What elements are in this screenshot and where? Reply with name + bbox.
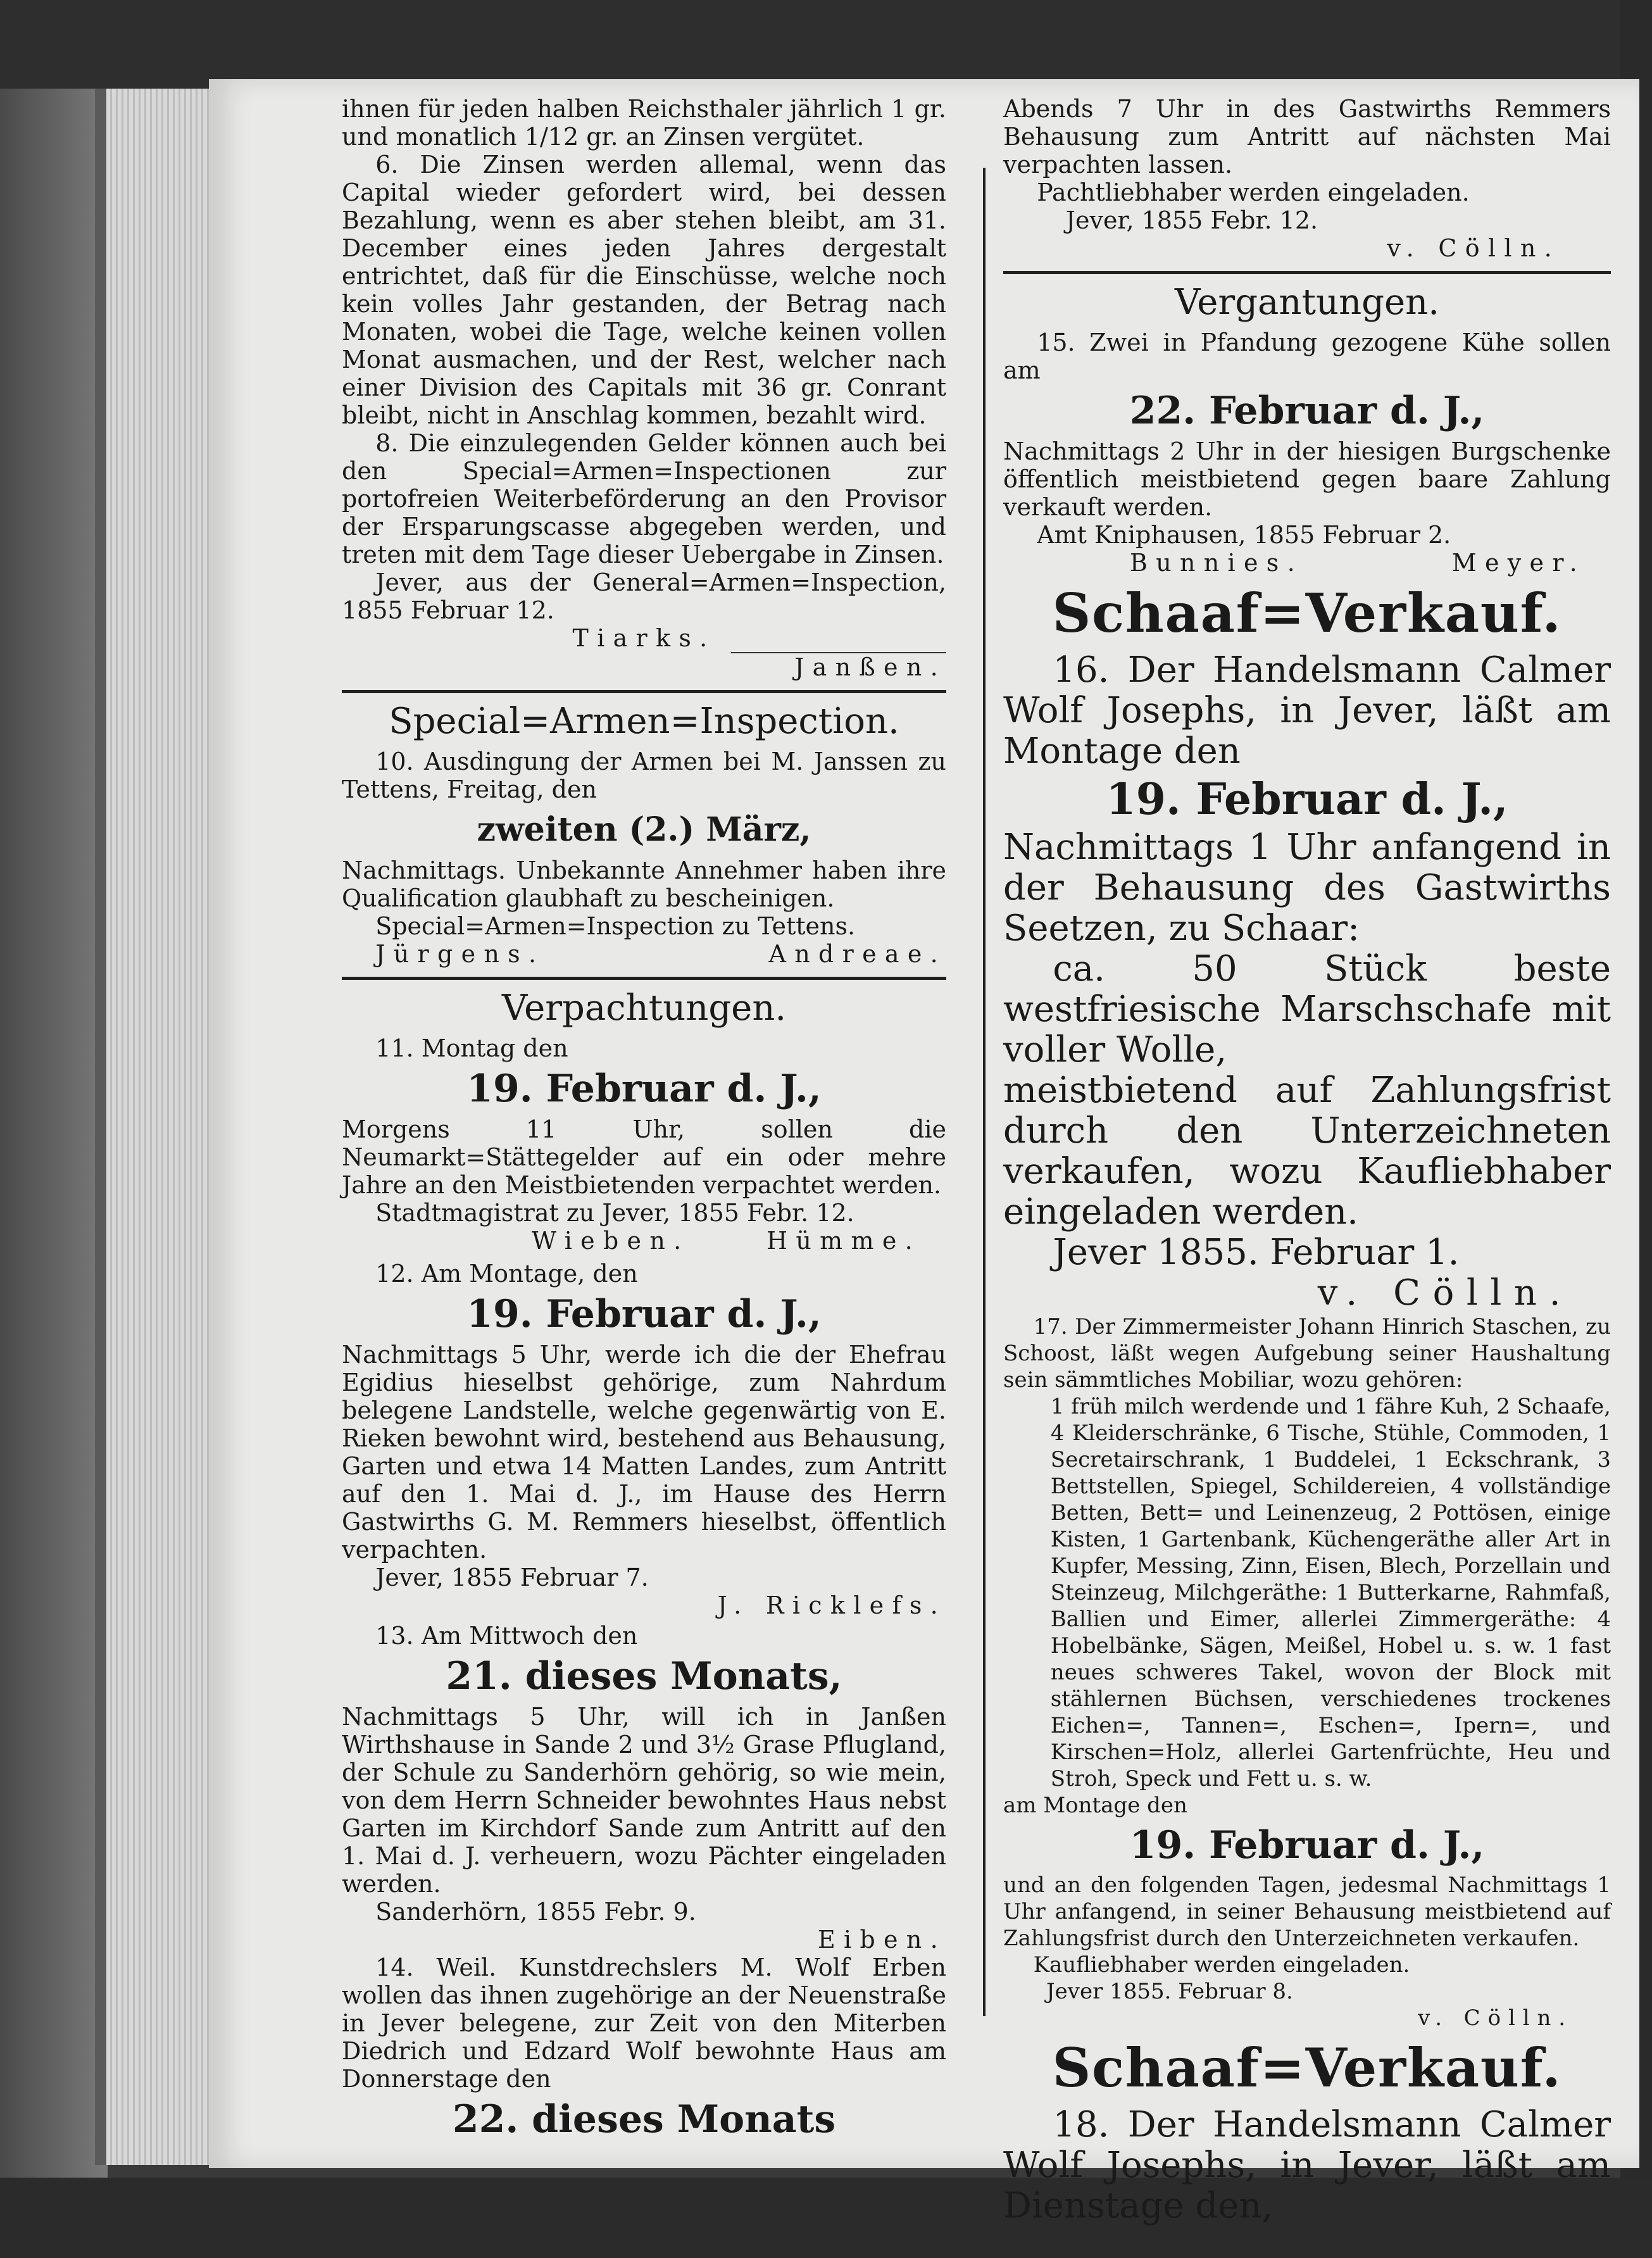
- intro-paragraph-2: 6. Die Zinsen werden allemal, wenn das Capital wieder gefordert wird, bei dessen Bezahlung, wenn es aber stehen bleibt, am 31. December eines jeden Jahres dergestalt entrichtet, daß für die Einschüsse, welche noch kein volles Jahr gestanden, der Betrag nach Monaten, wobei die Tage, welche keinen vollen Monat ausmachen, und der Rest, welcher nach einer Division des Capitals mit 36 gr. Conrant bleibt, nicht in Anschlag kommen, bezahlt wird.: [342, 151, 946, 429]
- s16-body-2: meistbietend auf Zahlungsfrist durch den Unterzeichneten verkaufen, wozu Kaufliebhaber eingeladen werden.: [1003, 1070, 1611, 1232]
- top-signature: v. Cölln.: [1387, 234, 1560, 262]
- s17-list: 1 früh milch werdende und 1 fähre Kuh, 2 Schaafe, 4 Kleiderschränke, 6 Tische, Stühle, Commoden, 1 Secretairschrank, 1 Buddelei, 1 Eckschrank, 3 Bettstellen, Spiegel, Schildereien, 4 vollständige Betten, Bett= und Leinenzeug, 2 Pottösen, einige Kisten, 1 Gartenbank, Küchengeräthe aller Art in Kupfer, Messing, Zinn, Eisen, Blech, Porzellain und Steinzeug, Milchgeräthe: 1 Butterkarne, Rahmfaß, Ballien und Eimer, allerlei Zimmergeräthe: 4 Hobelbänke, Sägen, Meißel, Hobel u. s. w. 1 fast neues schweres Takel, wovon der Block mit stählernen Büchsen, verschiedenes trockenes Eichen=, Tannen=, Eschen=, Ipern=, und Kirschen=Holz, allerlei Gartenfrüchte, Heu und Stroh, Speck und Fett u. s. w.: [1050, 1394, 1611, 1791]
- special-place: Special=Armen=Inspection zu Tettens.: [375, 912, 856, 940]
- section-rule: [1003, 271, 1611, 274]
- v12-date: 19. Februar d. J.,: [466, 1292, 822, 1336]
- v11-signature-2: Hümme.: [766, 1227, 921, 1255]
- special-signatures: [342, 940, 946, 968]
- s17-invite: Kaufliebhaber werden eingeladen.: [1033, 1952, 1410, 1978]
- s17-text: am Montage den: [1003, 1793, 1187, 1818]
- g15-place: Amt Kniphausen, 1855 Februar 2.: [1037, 521, 1451, 549]
- g15-signature-1: Bunnies.: [1130, 549, 1303, 577]
- s16-date: 19. Februar d. J.,: [1106, 774, 1508, 825]
- s18-text: 18. Der Handelsmann Calmer Wolf Josephs, in Jever, läßt am Dienstage den,: [1003, 2104, 1611, 2226]
- s16-signature: v. Cölln.: [1317, 1272, 1573, 1314]
- intro-signature-2: Janßen.: [794, 653, 946, 681]
- g15-text: 15. Zwei in Pfandung gezogene Kühe sollen am: [1003, 329, 1611, 384]
- verpachtungen-heading: Verpachtungen.: [501, 988, 787, 1029]
- g15-signatures: [1003, 549, 1611, 577]
- g15-date: 22. Februar d. J.,: [1129, 389, 1485, 433]
- special-date: zweiten (2.) März,: [477, 810, 811, 849]
- intro-place-date: Jever, aus der General=Armen=Inspection, 1855 Februar 12.: [342, 568, 946, 624]
- intro-signature-1: Tiarks.: [572, 624, 716, 652]
- special-signature-2: Andreae.: [768, 940, 946, 968]
- v11-signatures: [342, 1227, 946, 1255]
- left-column: [342, 95, 946, 2146]
- top-invite: Pachtliebhaber werden eingeladen.: [1037, 179, 1470, 206]
- special-text: 10. Ausdingung der Armen bei M. Janssen zu Tettens, Freitag, den: [342, 748, 946, 803]
- schaaf-verkauf-heading-2: Schaaf=Verkauf.: [1052, 2036, 1562, 2099]
- v14-body: 14. Weil. Kunstdrechslers M. Wolf Erben wollen das ihnen zugehörige an der Neuenstraße in Jever belegene, zur Zeit von den Miterben Diedrich und Edzard Wolf bewohnte Haus am Donnerstage den: [342, 1954, 946, 2093]
- g15-body: Nachmittags 2 Uhr in der hiesigen Burgschenke öffentlich meistbietend gegen baare Zahlung verkauft werden.: [1003, 437, 1611, 521]
- s16-text: 16. Der Handelsmann Calmer Wolf Josephs, in Jever, läßt am Montage den: [1003, 649, 1611, 772]
- v11-date: 19. Februar d. J.,: [466, 1067, 822, 1111]
- background-top: [0, 0, 1652, 89]
- s17-body: 17. Der Zimmermeister Johann Hinrich Staschen, zu Schoost, läßt wegen Aufgebung seiner Haushaltung sein sämmtliches Mobiliar, wozu gehören:: [1003, 1314, 1611, 1393]
- book-cover-left: [0, 63, 108, 2216]
- v13-place: Sanderhörn, 1855 Febr. 9.: [375, 1898, 696, 1926]
- v12-place: Jever, 1855 Februar 7.: [375, 1564, 649, 1591]
- intro-paragraph-1: ihnen für jeden halben Reichsthaler jährlich 1 gr. und monatlich 1/12 gr. an Zinsen vergütet.: [342, 95, 946, 151]
- special-text-2: Nachmittags. Unbekannte Annehmer haben ihre Qualification glaubhaft zu bescheinigen.: [342, 856, 946, 912]
- v13-date: 21. dieses Monats,: [446, 1654, 842, 1698]
- right-column: [1003, 95, 1611, 2226]
- intro-paragraph-3: 8. Die einzulegenden Gelder können auch bei den Special=Armen=Inspectionen zur portofreien Weiterbeförderung an den Provisor der Ersparungscasse abgegeben werden, und treten mit dem Tage dieser Uebergabe in Zinsen.: [342, 429, 946, 568]
- special-signature-1: Jürgens.: [375, 940, 545, 968]
- s17-date: 19. Februar d. J.,: [1129, 1823, 1485, 1867]
- s17-signature: v. Cölln.: [1418, 2005, 1573, 2031]
- s16-item: ca. 50 Stück beste westfriesische Marschschafe mit voller Wolle,: [1003, 948, 1611, 1070]
- schaaf-verkauf-heading-1: Schaaf=Verkauf.: [1052, 582, 1562, 644]
- top-place: Jever, 1855 Febr. 12.: [1065, 206, 1318, 234]
- v11-text: 11. Montag den: [375, 1034, 568, 1062]
- s16-place: Jever 1855. Februar 1.: [1053, 1232, 1460, 1273]
- v13-body: Nachmittags 5 Uhr, will ich in Janßen Wirthshause in Sande 2 und 3½ Grase Pflugland, der Schule zu Sanderhörn gehörig, so wie mein, von dem Herrn Schneider bewohntes Haus nebst Garten im Kirchdorf Sande zum Antritt auf den 1. Mai d. J. verheuern, wozu Pächter eingeladen werden.: [342, 1703, 946, 1898]
- s17-place: Jever 1855. Februar 8.: [1046, 1979, 1293, 2004]
- section-rule: [342, 977, 946, 980]
- v12-body: Nachmittags 5 Uhr, werde ich die der Ehefrau Egidius hieselbst gehörige, zum Nahrdum belegene Landstelle, welche gegenwärtig von E. Rieken bewohnt wird, bestehend aus Behausung, Garten und etwa 14 Matten Landes, zum Antritt auf den 1. Mai d. J., im Hause des Herrn Gastwirths G. M. Remmers hieselbst, öffentlich verpachten.: [342, 1341, 946, 1564]
- top-body: Abends 7 Uhr in des Gastwirths Remmers Behausung zum Antritt auf nächsten Mai verpachten lassen.: [1003, 95, 1611, 179]
- v12-text: 12. Am Montage, den: [375, 1260, 638, 1288]
- section-rule: [342, 690, 946, 693]
- v14-date: 22. dieses Monats: [452, 2097, 836, 2142]
- s16-body: Nachmittags 1 Uhr anfangend in der Behausung des Gastwirths Seetzen, zu Schaar:: [1003, 827, 1611, 949]
- v11-place: Stadtmagistrat zu Jever, 1855 Febr. 12.: [375, 1199, 854, 1227]
- v12-signature: J. Ricklefs.: [717, 1591, 946, 1619]
- vergantungen-heading: Vergantungen.: [1174, 282, 1439, 323]
- column-divider: [983, 168, 986, 2016]
- v13-signature: Eiben.: [817, 1926, 946, 1954]
- special-inspection-heading: Special=Armen=Inspection.: [389, 701, 899, 742]
- v11-body: Morgens 11 Uhr, sollen die Neumarkt=Stättegelder auf ein oder mehre Jahre an den Meistbietenden verpachtet werden.: [342, 1115, 946, 1199]
- s17-body-2: und an den folgenden Tagen, jedesmal Nachmittags 1 Uhr anfangend, in seiner Behausung meistbietend auf Zahlungsfrist durch den Unterzeichneten verkaufen.: [1003, 1872, 1611, 1951]
- v11-signature-1: Wieben.: [532, 1227, 690, 1255]
- g15-signature-2: Meyer.: [1451, 549, 1586, 577]
- v13-text: 13. Am Mittwoch den: [375, 1622, 638, 1650]
